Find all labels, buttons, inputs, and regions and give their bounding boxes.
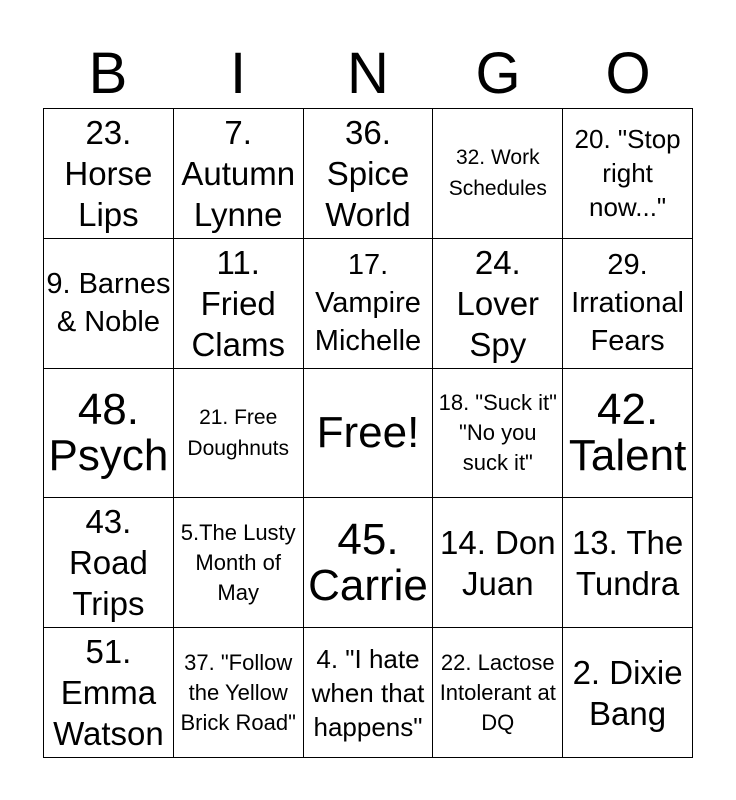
cell-text: 43. Road Trips xyxy=(68,503,148,623)
bingo-cell[interactable] xyxy=(563,109,693,239)
bingo-cell[interactable] xyxy=(304,239,434,369)
cell-text: 36. Spice World xyxy=(325,113,411,233)
bingo-cell[interactable] xyxy=(433,628,563,758)
cell-text: 42. Talent xyxy=(568,384,687,480)
cell-text: 45. Carrie xyxy=(308,514,428,610)
cell-text: 5.The Lusty Month of May xyxy=(180,519,296,605)
header-letter-i: I xyxy=(229,41,247,106)
bingo-cell[interactable] xyxy=(304,498,434,628)
cell-text: 18. "Suck it" "No you suck it" xyxy=(438,389,557,475)
bingo-cell[interactable] xyxy=(563,239,693,369)
cell-text: 23. Horse Lips xyxy=(64,113,153,233)
cell-text: 48. Psych xyxy=(48,384,169,480)
cell-text: 17. Vampire Michelle xyxy=(314,249,422,358)
header-letter-n: N xyxy=(347,41,389,106)
bingo-cell[interactable] xyxy=(174,239,304,369)
bingo-cell[interactable] xyxy=(44,628,174,758)
bingo-cell[interactable] xyxy=(44,498,174,628)
bingo-cell[interactable] xyxy=(174,628,304,758)
free-space-text: Free! xyxy=(316,407,420,457)
cell-text: 13. The Tundra xyxy=(571,523,684,602)
cell-text: 51. Emma Watson xyxy=(53,633,164,753)
cell-text: 11. Fried Clams xyxy=(191,243,285,363)
cell-text: 21. Free Doughnuts xyxy=(187,405,289,460)
bingo-cell[interactable] xyxy=(174,369,304,499)
cell-text: 37. "Follow the Yellow Brick Road" xyxy=(180,649,296,735)
bingo-cell[interactable] xyxy=(563,498,693,628)
bingo-grid xyxy=(43,108,693,758)
cell-text: 14. Don Juan xyxy=(439,523,556,602)
bingo-cell[interactable] xyxy=(44,239,174,369)
bingo-cell[interactable] xyxy=(433,369,563,499)
bingo-cell[interactable] xyxy=(44,369,174,499)
bingo-cell[interactable] xyxy=(304,628,434,758)
bingo-cell[interactable] xyxy=(44,109,174,239)
cell-text: 7. Autumn Lynne xyxy=(181,113,296,233)
cell-text: 20. "Stop right now..." xyxy=(574,124,681,223)
cell-text: 22. Lactose Intolerant at DQ xyxy=(439,649,556,735)
cell-text: 9. Barnes & Noble xyxy=(46,268,171,339)
bingo-cell[interactable] xyxy=(563,369,693,499)
cell-text: 24. Lover Spy xyxy=(456,243,540,363)
bingo-free-cell[interactable] xyxy=(304,369,434,499)
cell-text: 4. "I hate when that happens" xyxy=(311,643,425,742)
bingo-cell[interactable] xyxy=(304,109,434,239)
cell-text: 29. Irrational Fears xyxy=(571,249,684,358)
header-letter-g: G xyxy=(475,41,521,106)
cell-text: 32. Work Schedules xyxy=(448,146,547,201)
bingo-cell[interactable] xyxy=(174,498,304,628)
cell-text: 2. Dixie Bang xyxy=(572,653,683,732)
header-letter-b: B xyxy=(88,41,128,106)
bingo-cell[interactable] xyxy=(433,239,563,369)
bingo-cell[interactable] xyxy=(433,109,563,239)
bingo-header xyxy=(43,40,693,108)
bingo-cell[interactable] xyxy=(433,498,563,628)
bingo-cell[interactable] xyxy=(174,109,304,239)
bingo-cell[interactable] xyxy=(563,628,693,758)
header-letter-o: O xyxy=(605,41,651,106)
